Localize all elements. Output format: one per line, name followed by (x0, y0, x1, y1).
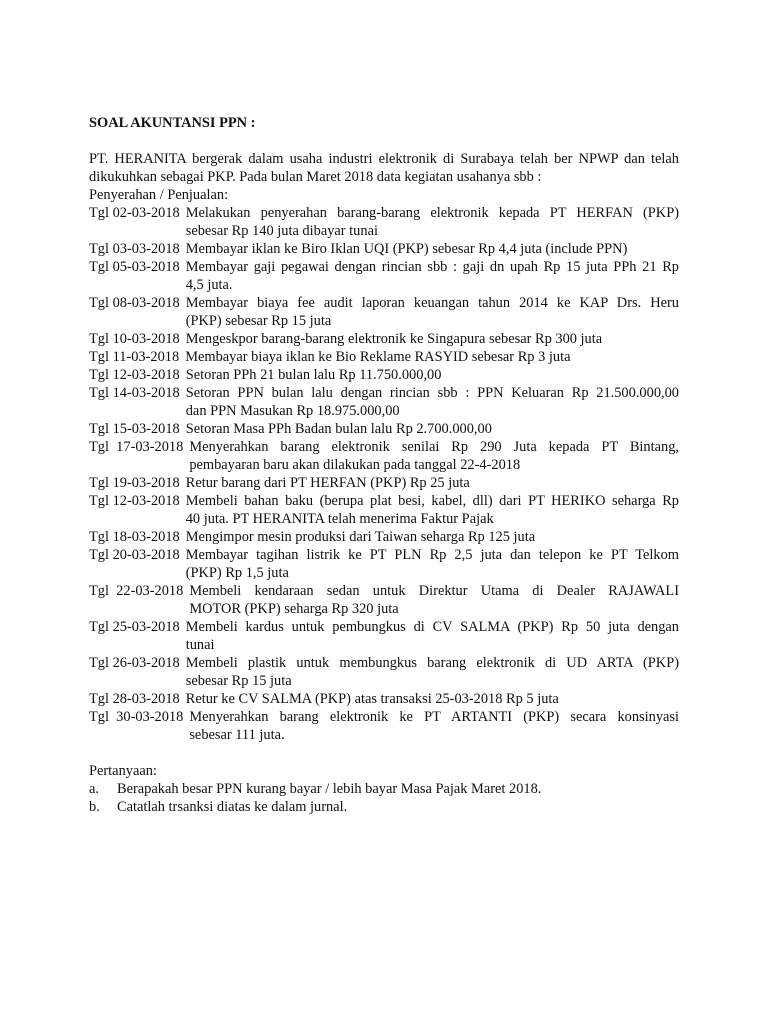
transaction-description-continuation: MOTOR (PKP) seharga Rp 320 juta (189, 601, 399, 617)
transaction-description-continuation: sebesar 111 juta. (189, 727, 285, 743)
transaction-description-continuation: pembayaran baru akan dilakukan pada tanggal 22-4-2018 (189, 457, 521, 473)
transaction-date: Tgl 25-03-2018 (89, 619, 180, 635)
transaction-description-continuation: 4,5 juta. (185, 277, 233, 293)
transaction-list (89, 204, 679, 744)
transaction-description-line: Setoran PPh 21 bulan lalu Rp 11.750.000,00 (185, 367, 442, 383)
transaction-description (186, 618, 679, 654)
transaction-date: Tgl 08-03-2018 (89, 295, 180, 311)
transaction-date: Tgl 10-03-2018 (89, 331, 180, 347)
transaction-description (186, 294, 679, 330)
transaction-entry (89, 348, 679, 366)
question-text: Berapakah besar PPN kurang bayar / lebih bayar Masa Pajak Maret 2018. (117, 781, 542, 797)
transaction-description (189, 708, 679, 744)
transaction-description-line: Mengeskpor barang-barang elektronik ke Singapura sebesar Rp 300 juta (185, 331, 603, 347)
transaction-description (186, 474, 679, 492)
transaction-description (186, 204, 679, 240)
question-item (89, 798, 679, 816)
transaction-date: Tgl 15-03-2018 (89, 421, 180, 437)
transaction-date: Tgl 12-03-2018 (89, 493, 180, 509)
transaction-date: Tgl 26-03-2018 (89, 655, 180, 671)
transaction-description (186, 240, 679, 258)
question-item (89, 780, 679, 798)
question-list (89, 780, 679, 816)
intro-paragraph (89, 150, 679, 204)
transaction-date: Tgl 30-03-2018 (89, 709, 184, 725)
transaction-date: Tgl 02-03-2018 (89, 205, 180, 221)
transaction-entry (89, 528, 679, 546)
transaction-date: Tgl 17-03-2018 (89, 439, 184, 455)
section-label: Penyerahan / Penjualan: (89, 187, 229, 203)
transaction-entry (89, 438, 679, 474)
transaction-description-line: Membayar tagihan listrik ke PT PLN Rp 2,5 juta dan telepon ke PT Telkom (185, 547, 679, 563)
transaction-description-line: Setoran Masa PPh Badan bulan lalu Rp 2.700.000,00 (185, 421, 492, 437)
transaction-description (186, 492, 679, 528)
transaction-description-line: Membeli bahan baku (berupa plat besi, kabel, dll) dari PT HERIKO seharga Rp (185, 493, 679, 509)
transaction-description-continuation: sebesar Rp 140 juta dibayar tunai (185, 223, 378, 239)
transaction-description (186, 366, 679, 384)
intro-line: PT. HERANITA bergerak dalam usaha industri elektronik di Surabaya telah ber NPWP dan telah (89, 151, 679, 167)
transaction-description-line: Membayar biaya iklan ke Bio Reklame RASYID sebesar Rp 3 juta (185, 349, 571, 365)
transaction-description-line: Menyerahkan barang elektronik senilai Rp 290 Juta kepada PT Bintang, (189, 439, 679, 455)
transaction-description (185, 348, 679, 366)
question-marker: a. (89, 781, 99, 797)
transaction-description-line: Membayar gaji pegawai dengan rincian sbb : gaji dn upah Rp 15 juta PPh 21 Rp (185, 259, 679, 275)
transaction-description-continuation: sebesar Rp 15 juta (185, 673, 292, 689)
transaction-date: Tgl 14-03-2018 (89, 385, 180, 401)
transaction-entry (89, 204, 679, 240)
transaction-date: Tgl 22-03-2018 (89, 583, 184, 599)
transaction-description (186, 654, 679, 690)
transaction-description-line: Melakukan penyerahan barang-barang elektronik kepada PT HERFAN (PKP) (185, 205, 679, 221)
transaction-description-line: Membeli kendaraan sedan untuk Direktur Utama di Dealer RAJAWALI (189, 583, 679, 599)
transaction-description (186, 420, 679, 438)
transaction-entry (89, 420, 679, 438)
transaction-date: Tgl 18-03-2018 (89, 529, 180, 545)
transaction-entry (89, 474, 679, 492)
transaction-entry (89, 258, 679, 294)
transaction-description-line: Menyerahkan barang elektronik ke PT ARTANTI (PKP) secara konsinyasi (189, 709, 679, 725)
transaction-description-line: Membeli kardus untuk pembungkus di CV SALMA (PKP) Rp 50 juta dengan (185, 619, 679, 635)
transaction-description-line: Membeli plastik untuk membungkus barang elektronik di UD ARTA (PKP) (185, 655, 679, 671)
transaction-date: Tgl 03-03-2018 (89, 241, 180, 257)
transaction-date: Tgl 12-03-2018 (89, 367, 180, 383)
transaction-description-continuation: dan PPN Masukan Rp 18.975.000,00 (185, 403, 400, 419)
transaction-entry (89, 384, 679, 420)
transaction-description-line: Mengimpor mesin produksi dari Taiwan seharga Rp 125 juta (185, 529, 536, 545)
transaction-description (186, 690, 679, 708)
transaction-entry (89, 366, 679, 384)
transaction-description (189, 438, 679, 474)
transaction-date: Tgl 05-03-2018 (89, 259, 180, 275)
transaction-description (186, 546, 679, 582)
transaction-description-continuation: (PKP) Rp 1,5 juta (185, 565, 289, 581)
transaction-entry (89, 546, 679, 582)
transaction-entry (89, 240, 679, 258)
transaction-description-continuation: 40 juta. PT HERANITA telah menerima Faktur Pajak (185, 511, 494, 527)
transaction-entry (89, 690, 679, 708)
transaction-description-line: Membayar iklan ke Biro Iklan UQI (PKP) sebesar Rp 4,4 juta (include PPN) (185, 241, 628, 257)
question-marker: b. (89, 799, 100, 815)
document-page (89, 114, 679, 816)
transaction-entry (89, 654, 679, 690)
transaction-date: Tgl 19-03-2018 (89, 475, 180, 491)
transaction-date: Tgl 20-03-2018 (89, 547, 180, 563)
transaction-date: Tgl 11-03-2018 (89, 349, 180, 365)
transaction-description (186, 384, 679, 420)
questions-heading: Pertanyaan: (89, 763, 157, 779)
transaction-entry (89, 618, 679, 654)
transaction-description (186, 330, 679, 348)
transaction-entry (89, 330, 679, 348)
question-text: Catatlah trsanksi diatas ke dalam jurnal. (117, 799, 348, 815)
transaction-description-continuation: tunai (185, 637, 215, 653)
transaction-description-continuation: (PKP) sebesar Rp 15 juta (185, 313, 332, 329)
transaction-description (189, 582, 679, 618)
transaction-date: Tgl 28-03-2018 (89, 691, 180, 707)
transaction-description-line: Retur barang dari PT HERFAN (PKP) Rp 25 juta (185, 475, 470, 491)
transaction-entry (89, 294, 679, 330)
document-title: SOAL AKUNTANSI PPN : (89, 115, 256, 131)
transaction-entry (89, 582, 679, 618)
transaction-entry (89, 492, 679, 528)
transaction-description (186, 258, 679, 294)
transaction-description-line: Membayar biaya fee audit laporan keuangan tahun 2014 ke KAP Drs. Heru (185, 295, 679, 311)
transaction-description-line: Setoran PPN bulan lalu dengan rincian sbb : PPN Keluaran Rp 21.500.000,00 (185, 385, 679, 401)
transaction-description (186, 528, 679, 546)
transaction-description-line: Retur ke CV SALMA (PKP) atas transaksi 25-03-2018 Rp 5 juta (185, 691, 559, 707)
transaction-entry (89, 708, 679, 744)
intro-line: dikukuhkan sebagai PKP. Pada bulan Maret 2018 data kegiatan usahanya sbb : (89, 169, 542, 185)
